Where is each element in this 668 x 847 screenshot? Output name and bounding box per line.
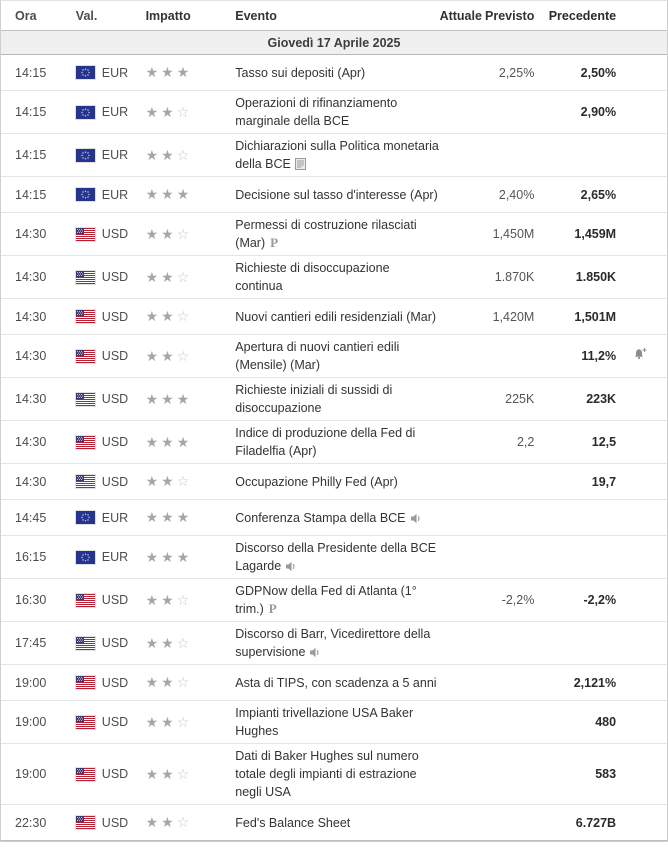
previous-value: 1,501M (574, 309, 617, 324)
column-header-previsto: Previsto (485, 8, 535, 23)
currency-code: USD (101, 435, 129, 449)
event-link[interactable]: Richieste di disoccupazione continua (235, 261, 390, 293)
us-flag-icon (76, 676, 95, 689)
event-time: 19:00 (15, 715, 47, 729)
report-icon[interactable] (295, 158, 306, 170)
star-filled-icon: ★ (145, 186, 162, 202)
star-filled-icon: ★ (145, 548, 162, 565)
star-empty-icon: ☆ (176, 225, 193, 242)
currency-cell (76, 591, 146, 609)
star-filled-icon: ★ (145, 225, 162, 242)
star-empty-icon: ☆ (176, 347, 193, 364)
impact-stars (146, 185, 231, 204)
event-cell (230, 582, 439, 618)
star-filled-icon: ★ (145, 146, 162, 163)
star-filled-icon: ★ (161, 308, 177, 324)
star-filled-icon: ★ (176, 548, 193, 565)
star-filled-icon: ★ (161, 433, 177, 450)
star-filled-icon: ★ (145, 634, 162, 651)
currency-code: USD (101, 349, 129, 363)
event-link[interactable]: Conferenza Stampa della BCE (235, 510, 406, 525)
us-flag-icon (76, 716, 95, 729)
event-row[interactable] (1, 91, 667, 134)
star-filled-icon: ★ (161, 548, 177, 565)
event-row[interactable] (1, 665, 667, 701)
event-link[interactable]: Indice di produzione della Fed di Filadelfia (Apr) (235, 426, 416, 458)
previous-value: 480 (595, 715, 617, 729)
eu-flag-icon (76, 149, 95, 162)
star-filled-icon: ★ (161, 146, 177, 163)
currency-code: USD (101, 767, 129, 781)
star-filled-icon: ★ (161, 103, 177, 120)
impact-stars (146, 146, 231, 165)
currency-code: EUR (101, 187, 129, 202)
previous-value: 583 (595, 767, 617, 781)
preliminary-icon: P (268, 601, 277, 616)
event-time: 14:30 (15, 309, 47, 324)
us-flag-icon (76, 816, 95, 829)
currency-code: USD (101, 392, 129, 406)
event-link[interactable]: Dichiarazioni sulla Politica monetaria della BCE (235, 139, 439, 171)
currency-code: USD (101, 270, 129, 284)
event-link[interactable]: Nuovi cantieri edili residenziali (Mar) (235, 309, 437, 324)
star-filled-icon: ★ (176, 509, 193, 525)
currency-cell (76, 103, 146, 121)
event-cell (230, 704, 439, 740)
star-empty-icon: ☆ (176, 814, 193, 830)
event-link[interactable]: Richieste iniziali di sussidi di disoccupazione (235, 383, 393, 415)
currency-cell (76, 186, 146, 204)
currency-cell (76, 390, 146, 408)
impact-stars (146, 508, 231, 527)
event-row[interactable] (1, 744, 667, 805)
us-flag-icon (76, 393, 95, 406)
event-row[interactable] (1, 536, 667, 579)
star-filled-icon: ★ (145, 509, 162, 525)
event-link[interactable]: Fed's Balance Sheet (235, 815, 351, 830)
star-empty-icon: ☆ (176, 103, 193, 120)
speaker-icon (285, 561, 297, 572)
event-cell (230, 137, 439, 173)
star-filled-icon: ★ (161, 713, 177, 730)
impact-stars (146, 390, 231, 409)
star-empty-icon: ☆ (176, 634, 193, 651)
currency-cell (76, 225, 146, 243)
star-filled-icon: ★ (145, 390, 162, 407)
event-row[interactable] (1, 500, 667, 536)
forecast-value: -2,2% (501, 593, 535, 607)
event-row[interactable] (1, 805, 667, 841)
event-cell (230, 509, 439, 527)
column-header-ora: Ora (15, 8, 37, 23)
us-flag-icon (76, 310, 95, 323)
previous-value: 223K (586, 392, 617, 406)
currency-code: EUR (101, 65, 129, 80)
eu-flag-icon (76, 188, 95, 201)
event-link[interactable]: Apertura di nuovi cantieri edili (Mensile) (Mar) (235, 340, 400, 372)
column-header-evento: Evento (235, 8, 277, 23)
event-link[interactable]: Discorso della Presidente della BCE Lagarde (235, 541, 437, 573)
star-filled-icon: ★ (145, 103, 162, 120)
event-cell (230, 308, 439, 326)
event-time: 14:30 (15, 270, 47, 284)
star-filled-icon: ★ (161, 225, 177, 242)
event-link[interactable]: Dati di Baker Hughes sul numero totale degli impianti di estrazione negli USA (235, 749, 419, 799)
event-time: 14:30 (15, 349, 47, 363)
bell-plus-alert-icon[interactable] (633, 347, 648, 361)
eu-flag-icon (76, 511, 95, 524)
speaker-icon (410, 513, 422, 524)
forecast-value: 2,25% (498, 65, 535, 80)
event-row[interactable] (1, 299, 667, 335)
currency-code: EUR (101, 550, 129, 564)
event-row[interactable] (1, 177, 667, 213)
star-filled-icon: ★ (176, 390, 193, 407)
currency-cell (76, 814, 146, 832)
star-filled-icon: ★ (145, 674, 162, 690)
event-row[interactable] (1, 579, 667, 622)
previous-value: 1.850K (575, 270, 617, 284)
event-time: 16:15 (15, 550, 47, 564)
previous-value: 2,65% (580, 187, 617, 202)
date-separator: Giovedì 17 Aprile 2025 (1, 31, 667, 55)
currency-code: USD (101, 715, 129, 729)
previous-value: 6.727B (575, 815, 617, 830)
event-row[interactable] (1, 421, 667, 464)
star-empty-icon: ☆ (176, 146, 193, 163)
star-filled-icon: ★ (176, 186, 193, 202)
currency-cell (76, 146, 146, 164)
us-flag-icon (76, 637, 95, 650)
event-link[interactable]: Impianti trivellazione USA Baker Hughes (235, 706, 414, 738)
event-cell (230, 747, 439, 801)
us-flag-icon (76, 350, 95, 363)
star-empty-icon: ☆ (176, 308, 193, 324)
impact-stars (146, 548, 231, 567)
star-filled-icon: ★ (145, 268, 162, 285)
forecast-value: 1.870K (494, 270, 535, 284)
event-row[interactable] (1, 213, 667, 256)
previous-value: 2,50% (580, 65, 617, 80)
event-rows (1, 55, 667, 841)
event-time: 22:30 (15, 815, 47, 830)
currency-code: EUR (101, 105, 129, 119)
event-time: 19:00 (15, 767, 47, 781)
us-flag-icon (76, 271, 95, 284)
event-link[interactable]: Occupazione Philly Fed (Apr) (235, 474, 398, 489)
previous-value: 2,90% (580, 105, 617, 119)
previous-value: -2,2% (583, 593, 617, 607)
currency-code: USD (101, 593, 129, 607)
event-time: 14:15 (15, 187, 47, 202)
star-filled-icon: ★ (161, 186, 177, 202)
event-link[interactable]: Tasso sui depositi (Apr) (235, 65, 366, 80)
forecast-value: 2,2 (516, 435, 535, 449)
preliminary-icon: P (270, 235, 279, 250)
column-header-precedente: Precedente (548, 8, 617, 23)
us-flag-icon (76, 594, 95, 607)
star-filled-icon: ★ (161, 268, 177, 285)
event-cell (230, 216, 439, 252)
currency-code: USD (101, 474, 129, 489)
column-header-impatto: Impatto (145, 8, 191, 23)
event-link[interactable]: Operazioni di rifinanziamento marginale della BCE (235, 96, 398, 128)
impact-stars (146, 713, 231, 732)
currency-code: EUR (101, 510, 129, 525)
star-filled-icon: ★ (145, 765, 162, 782)
event-row[interactable] (1, 55, 667, 91)
impact-stars (146, 591, 231, 610)
alert-cell (622, 347, 667, 366)
event-link[interactable]: Discorso di Barr, Vicedirettore della supervisione (235, 627, 431, 659)
star-filled-icon: ★ (176, 64, 193, 80)
currency-code: USD (101, 675, 129, 690)
star-filled-icon: ★ (145, 814, 162, 830)
eu-flag-icon (76, 551, 95, 564)
star-filled-icon: ★ (176, 433, 193, 450)
previous-value: 1,459M (574, 227, 617, 241)
event-time: 14:15 (15, 65, 47, 80)
star-filled-icon: ★ (161, 509, 177, 525)
currency-cell (76, 308, 146, 326)
event-row[interactable] (1, 335, 667, 378)
currency-cell (76, 713, 146, 731)
event-time: 19:00 (15, 675, 47, 690)
event-cell (230, 381, 439, 417)
event-row[interactable] (1, 464, 667, 500)
forecast-value: 1,450M (492, 227, 535, 241)
currency-cell (76, 347, 146, 365)
event-time: 14:30 (15, 392, 47, 406)
table-header (1, 1, 667, 31)
impact-stars (146, 307, 231, 326)
star-filled-icon: ★ (145, 347, 162, 364)
star-filled-icon: ★ (161, 64, 177, 80)
event-row[interactable] (1, 701, 667, 744)
impact-stars (146, 813, 231, 832)
event-link[interactable]: GDPNow della Fed di Atlanta (1° trim.) (235, 584, 417, 616)
impact-stars (146, 63, 231, 82)
star-empty-icon: ☆ (176, 268, 193, 285)
us-flag-icon (76, 768, 95, 781)
impact-stars (146, 225, 231, 244)
impact-stars (146, 347, 231, 366)
currency-code: USD (101, 227, 129, 241)
event-cell (230, 814, 439, 832)
event-time: 14:30 (15, 435, 47, 449)
event-row[interactable] (1, 622, 667, 665)
event-cell (230, 94, 439, 130)
event-time: 14:30 (15, 227, 47, 241)
impact-stars (146, 472, 231, 491)
star-filled-icon: ★ (161, 473, 177, 489)
event-cell (230, 625, 439, 661)
impact-stars (146, 765, 231, 784)
event-cell (230, 674, 439, 692)
star-filled-icon: ★ (145, 713, 162, 730)
star-filled-icon: ★ (145, 308, 162, 324)
star-empty-icon: ☆ (176, 765, 193, 782)
star-filled-icon: ★ (145, 591, 162, 608)
currency-code: USD (101, 636, 129, 650)
star-filled-icon: ★ (161, 765, 177, 782)
previous-value: 12,5 (591, 435, 617, 449)
star-filled-icon: ★ (161, 347, 177, 364)
currency-cell (76, 634, 146, 652)
star-filled-icon: ★ (161, 674, 177, 690)
currency-cell (76, 674, 146, 692)
forecast-value: 225K (505, 392, 535, 406)
currency-code: EUR (101, 148, 129, 162)
impact-stars (146, 634, 231, 653)
event-link[interactable]: Asta di TIPS, con scadenza a 5 anni (235, 675, 437, 690)
currency-cell (76, 433, 146, 451)
event-link[interactable]: Decisione sul tasso d'interesse (Apr) (235, 187, 438, 202)
currency-code: USD (101, 309, 129, 324)
star-filled-icon: ★ (161, 390, 177, 407)
event-time: 14:15 (15, 105, 47, 119)
event-time: 17:45 (15, 636, 47, 650)
impact-stars (146, 433, 231, 452)
event-cell (230, 539, 439, 575)
previous-value: 2,121% (573, 675, 617, 690)
star-filled-icon: ★ (161, 591, 177, 608)
currency-cell (76, 64, 146, 82)
eu-flag-icon (76, 106, 95, 119)
currency-cell (76, 268, 146, 286)
star-empty-icon: ☆ (176, 674, 193, 690)
currency-cell (76, 473, 146, 491)
previous-value: 11,2% (581, 349, 617, 363)
impact-stars (146, 673, 231, 692)
impact-stars (146, 103, 231, 122)
currency-code: USD (101, 815, 129, 830)
speaker-icon (309, 647, 321, 658)
star-filled-icon: ★ (145, 473, 162, 489)
forecast-value: 1,420M (492, 309, 535, 324)
impact-stars (146, 268, 231, 287)
event-row[interactable] (1, 134, 667, 177)
currency-cell (76, 765, 146, 783)
event-cell (230, 259, 439, 295)
eu-flag-icon (76, 66, 95, 79)
event-link[interactable]: Permessi di costruzione rilasciati (Mar) (235, 218, 417, 250)
event-cell (230, 64, 439, 82)
event-cell (230, 338, 439, 374)
star-filled-icon: ★ (145, 64, 162, 80)
star-empty-icon: ☆ (176, 591, 193, 608)
forecast-value: 2,40% (498, 187, 535, 202)
star-filled-icon: ★ (161, 814, 177, 830)
currency-cell (76, 509, 146, 527)
event-time: 14:45 (15, 510, 47, 525)
event-time: 14:30 (15, 474, 47, 489)
event-cell (230, 473, 439, 491)
event-cell (230, 424, 439, 460)
event-time: 16:30 (15, 593, 47, 607)
star-empty-icon: ☆ (176, 713, 193, 730)
event-row[interactable] (1, 378, 667, 421)
previous-value: 19,7 (591, 474, 617, 489)
column-header-val: Val. (75, 8, 98, 23)
event-cell (230, 186, 439, 204)
us-flag-icon (76, 475, 95, 488)
star-filled-icon: ★ (145, 433, 162, 450)
us-flag-icon (76, 436, 95, 449)
event-time: 14:15 (15, 148, 47, 162)
event-row[interactable] (1, 256, 667, 299)
star-filled-icon: ★ (161, 634, 177, 651)
column-header-attuale: Attuale (439, 8, 482, 23)
currency-cell (76, 548, 146, 566)
star-empty-icon: ☆ (176, 473, 193, 489)
us-flag-icon (76, 228, 95, 241)
